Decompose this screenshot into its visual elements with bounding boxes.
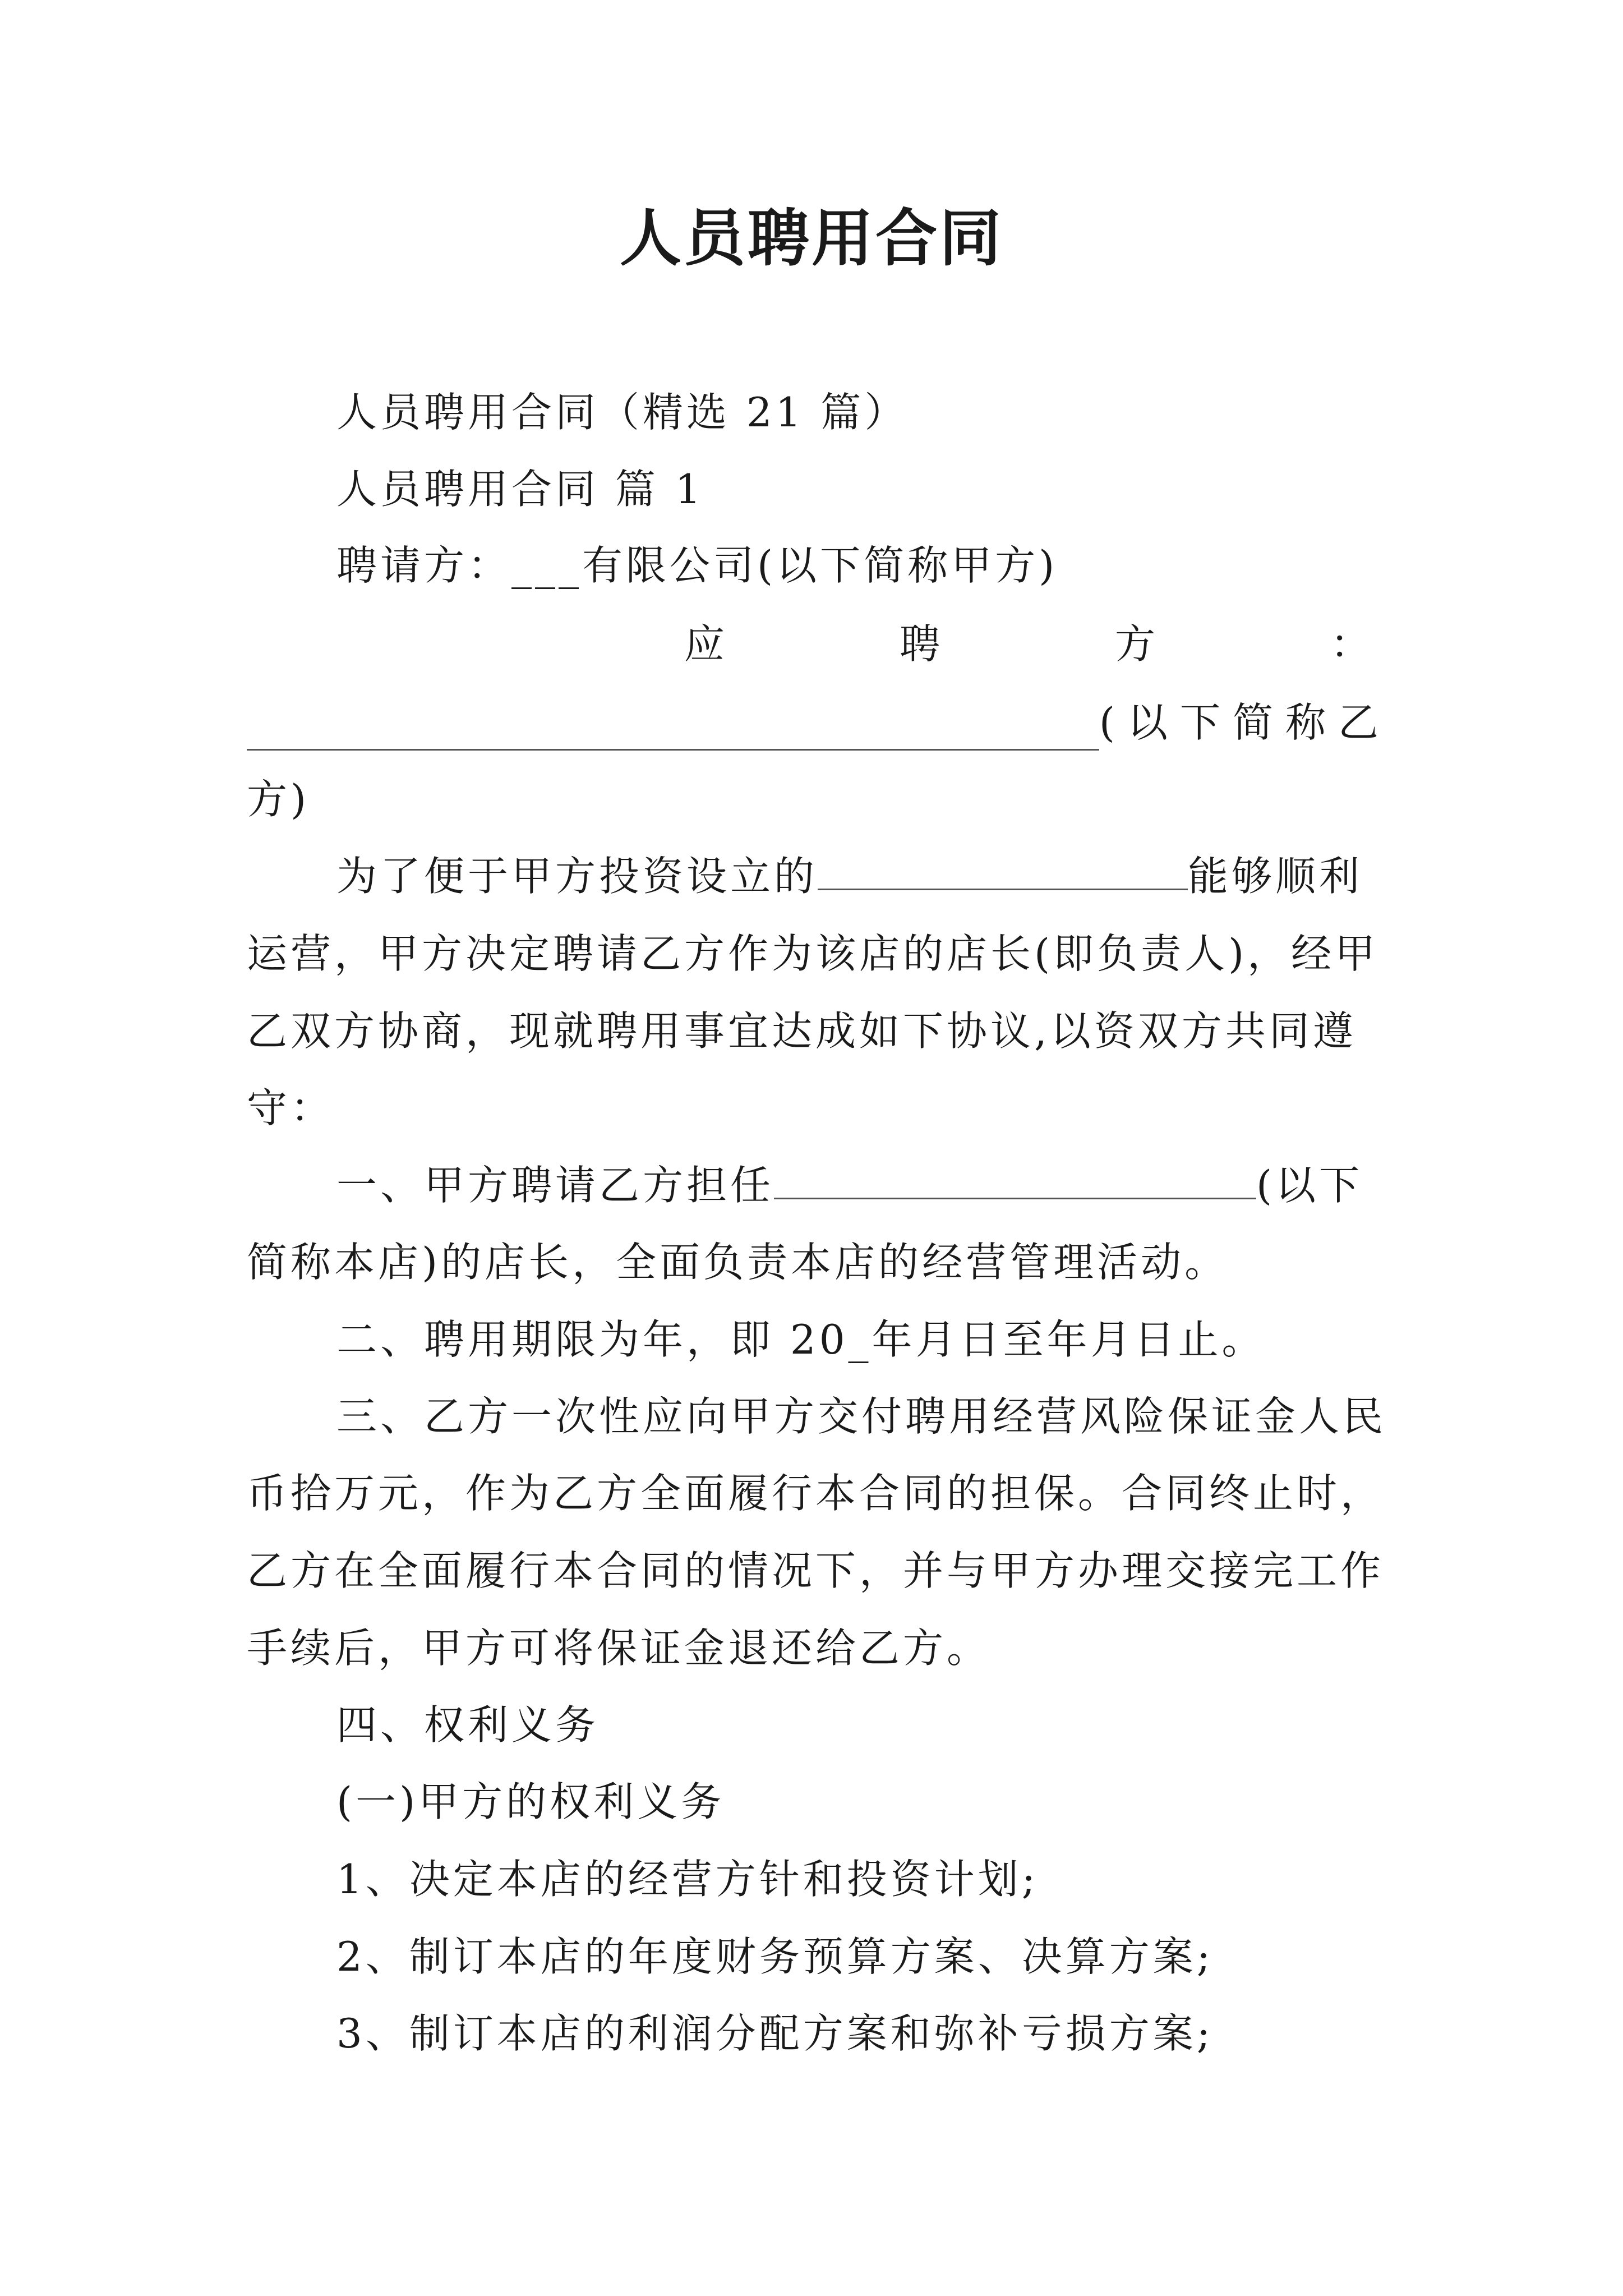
clause-1-line-1	[247, 1157, 1391, 1213]
employee-label-char: 应	[684, 620, 728, 668]
clause-2: 二、聘用期限为年，即 20_年月日至年月日止。	[336, 1316, 1266, 1363]
employee-label-line	[247, 616, 1391, 672]
employee-line-end: 方)	[247, 776, 310, 823]
clause-3-line-2: 币拾万元，作为乙方全面履行本合同的担保。合同终止时，	[247, 1470, 1385, 1517]
position-blank	[774, 1158, 1256, 1199]
clause-3-line-1: 三、乙方一次性应向甲方交付聘用经营风险保证金人民	[336, 1393, 1387, 1440]
employee-line-tail: (以下简称乙	[1099, 699, 1391, 746]
employee-label-char: ：	[1330, 620, 1374, 668]
subtitle: 人员聘用合同（精选 21 篇）	[336, 389, 909, 436]
employer-line: 聘请方：___有限公司(以下简称甲方)	[336, 542, 1058, 589]
clause-4-item-2: 2、制订本店的年度财务预算方案、决算方案;	[336, 1933, 1214, 1980]
purpose-text-a: 为了便于甲方投资设立的	[336, 853, 818, 900]
employee-name-line	[247, 694, 1391, 751]
purpose-line-1	[247, 848, 1391, 904]
employee-label-char: 聘	[899, 620, 943, 668]
clause-1-text-b: (以下	[1256, 1162, 1363, 1209]
employee-name-blank	[247, 710, 1099, 751]
clause-3-line-3: 乙方在全面履行本合同的情况下，并与甲方办理交接完工作	[247, 1547, 1385, 1594]
clause-4-subheading: (一)甲方的权利义务	[336, 1778, 725, 1825]
clause-4-heading: 四、权利义务	[336, 1701, 600, 1749]
purpose-line-2: 运营，甲方决定聘请乙方作为该店的店长(即负责人)，经甲	[247, 930, 1379, 977]
clause-3-line-4: 手续后，甲方可将保证金退还给乙方。	[247, 1625, 991, 1672]
document-title: 人员聘用合同	[620, 202, 1003, 274]
clause-4-item-1: 1、决定本店的经营方针和投资计划;	[336, 1856, 1039, 1903]
purpose-line-3: 乙双方协商，现就聘用事宜达成如下协议,以资双方共同遵	[247, 1007, 1357, 1055]
clause-1-line-2: 简称本店)的店长，全面负责本店的经营管理活动。	[247, 1239, 1229, 1286]
store-name-blank	[818, 849, 1188, 890]
clause-4-item-3: 3、制订本店的利润分配方案和弥补亏损方案;	[336, 2010, 1214, 2057]
employee-label-char: 方	[1114, 620, 1159, 668]
purpose-text-b: 能够顺利	[1188, 853, 1363, 900]
purpose-line-4: 守：	[247, 1084, 335, 1131]
section-heading: 人员聘用合同 篇 1	[336, 466, 704, 513]
clause-1-text-a: 一、甲方聘请乙方担任	[336, 1162, 774, 1209]
